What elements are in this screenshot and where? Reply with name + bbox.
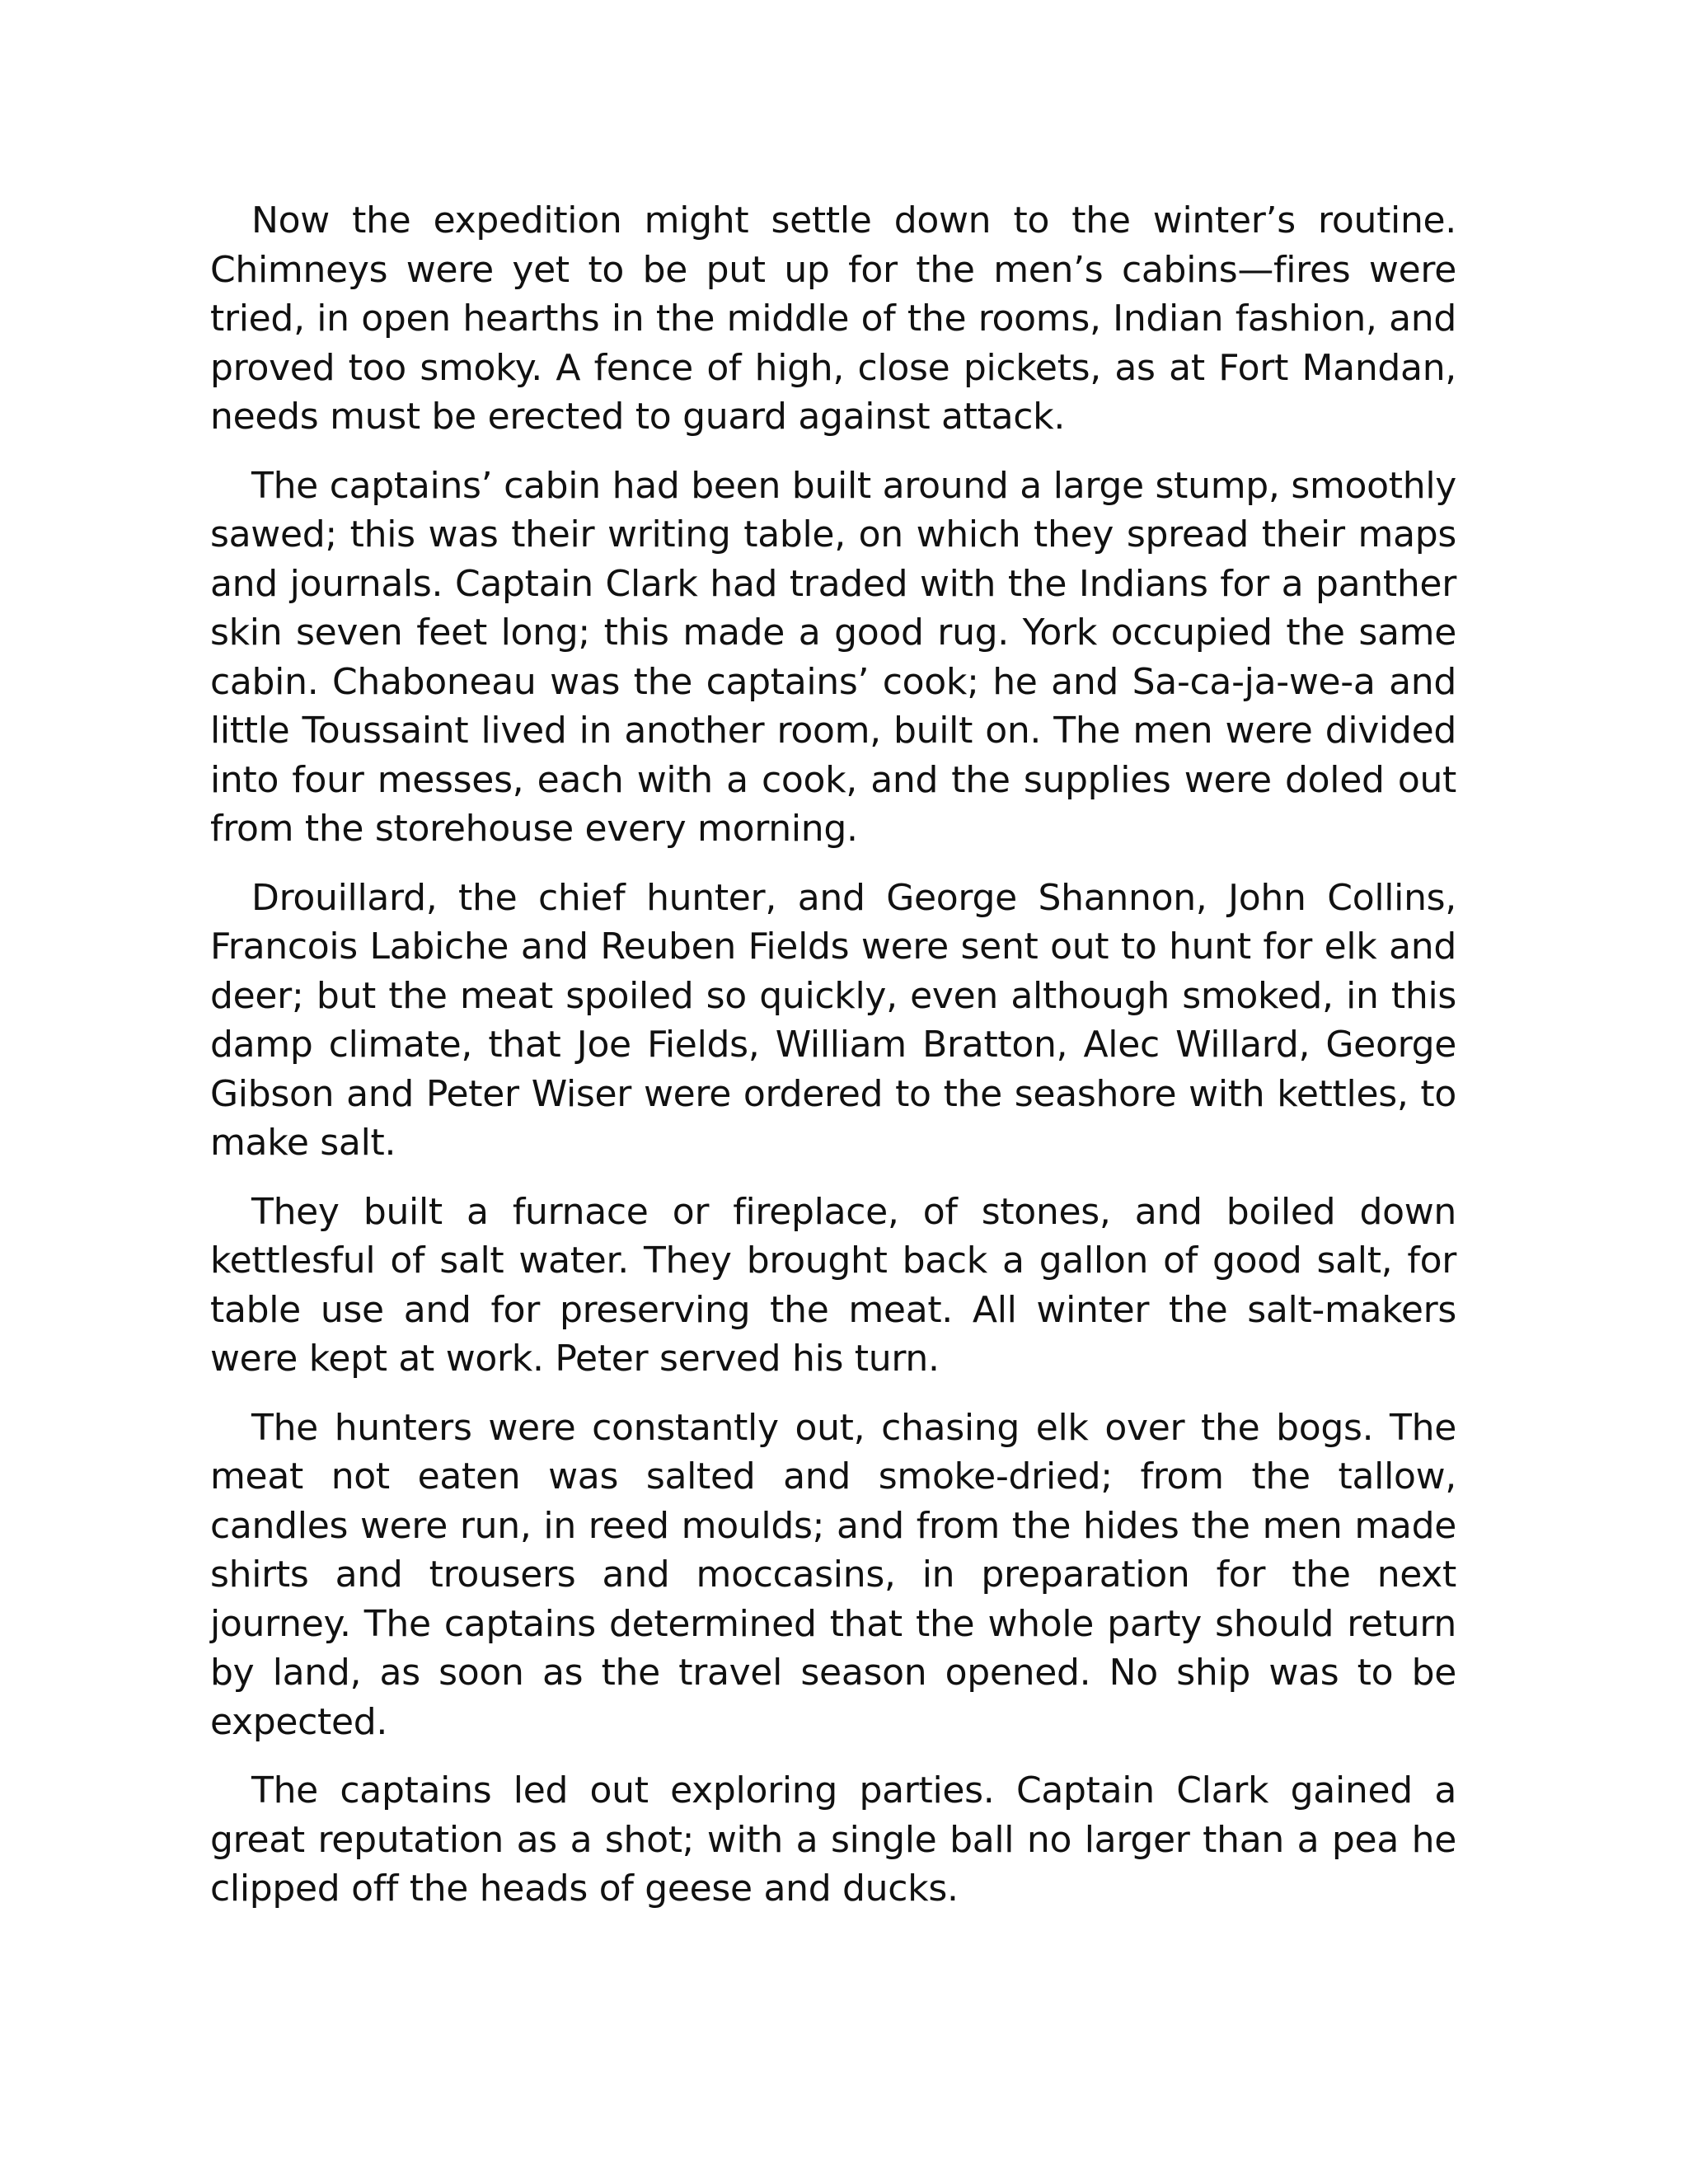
- paragraph-6: The captains led out exploring parties. Captain Clark gained a great reputation as a shot; with a single ball no larger than a pea he clipped off the heads of geese and ducks.: [210, 1769, 1456, 1910]
- paragraph-5: The hunters were constantly out, chasing elk over the bogs. The meat not eaten was salted and smoke-dried; from the tallow, candles were run, in reed moulds; and from the hides the men made shirts and trousers and moccasins, in preparation for the next journey. The captains determined that the whole party should return by land, as soon as the travel season opened. No ship was to be expected.: [210, 1406, 1456, 1743]
- paragraph-2: The captains’ cabin had been built around a large stump, smoothly sawed; this was their writing table, on which they spread their maps and journals. Captain Clark had traded with the Indians for a panther skin seven feet long; this made a good rug. York occupied the same cabin. Chaboneau was the captains’ cook; he and Sa-ca-ja-we-a and little Toussaint lived in another room, built on. The men were divided into four messes, each with a cook, and the supplies were doled out from the storehouse every morning.: [210, 464, 1456, 850]
- paragraph-1: Now the expedition might settle down to the winter’s routine. Chimneys were yet to be put up for the men’s cabins—fires were tried, in open hearths in the middle of the rooms, Indian fashion, and proved too smoky. A fence of high, close pickets, as at Fort Mandan, needs must be erected to guard against attack.: [210, 199, 1456, 438]
- paragraph-3: Drouillard, the chief hunter, and George Shannon, John Collins, Francois Labiche and Reuben Fields were sent out to hunt for elk and deer; but the meat spoiled so quickly, even although smoked, in this damp climate, that Joe Fields, William Bratton, Alec Willard, George Gibson and Peter Wiser were ordered to the seashore with kettles, to make salt.: [210, 876, 1456, 1164]
- paragraph-4: They built a furnace or fireplace, of stones, and boiled down kettlesful of salt water. They brought back a gallon of good salt, for table use and for preserving the meat. All winter the salt-makers were kept at work. Peter served his turn.: [210, 1190, 1456, 1380]
- page-body: [210, 196, 1456, 1933]
